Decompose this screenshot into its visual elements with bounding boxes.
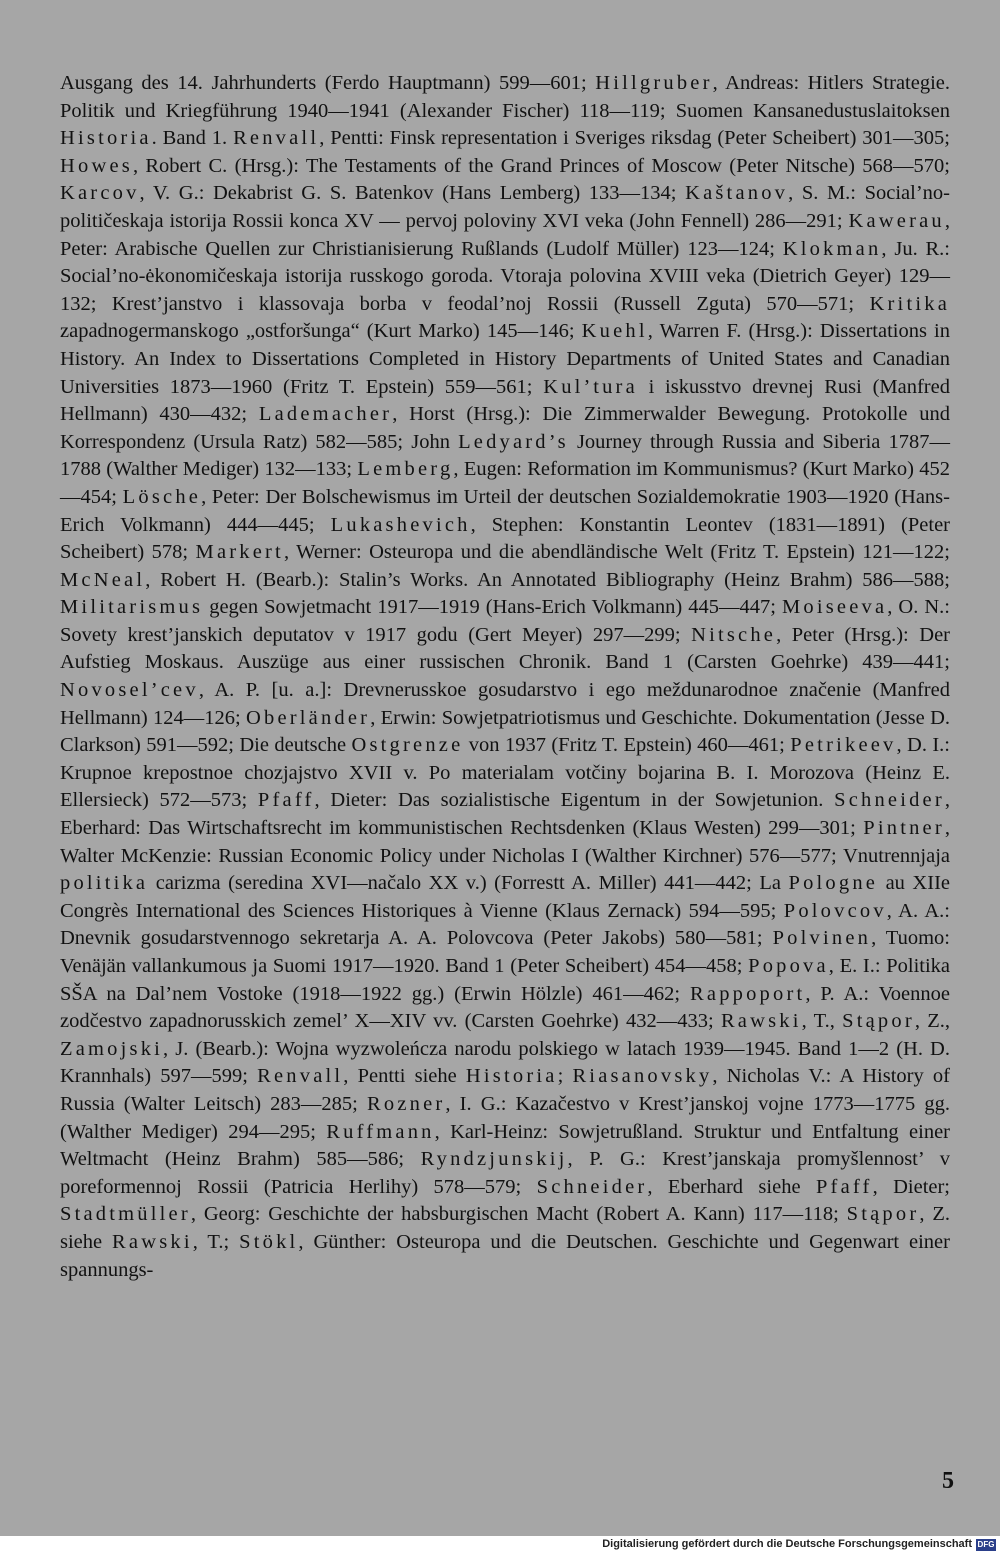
index-entry-name: Howes <box>60 154 133 177</box>
index-text-run: , E. I.: Politika SŠA na Dal’nem Vostoke (1918—1922 gg.) (Erwin Hölzle) 461—462; <box>60 955 951 1005</box>
index-entry-name: Kuehl <box>581 320 648 343</box>
index-entry-name: politika <box>60 872 149 895</box>
index-entry-name: Zamojski <box>60 1037 164 1060</box>
index-entry-name: Renvall <box>233 127 320 150</box>
footer-note: Digitalisierung gefördert durch die Deutsche Forschungsgemeinschaft <box>602 1538 972 1550</box>
index-text-run: , Ju. R.: Social’no-ėkonomičeskaja istorija russkogo goroda. Vtoraja polovina XVIII veka (Dietrich Geyer) 129—132; Krest’janstvo i klassovaja borba v feodal’noj Rossii (Russell Zguta) 570—571; <box>60 237 950 315</box>
page-number: 5 <box>942 1468 954 1494</box>
index-entry-name: Pfaff <box>815 1175 873 1198</box>
index-text-run: , Karl-Heinz: Sowjetrußland. Struktur und Entfaltung einer Weltmacht (Heinz Brahm) 585—586; <box>60 1120 951 1171</box>
index-text-run: , Peter: Der Bolschewismus im Urteil der deutschen Sozialdemokratie 1903—1920 (Hans-Erich Volkmann) 444—445; <box>60 485 950 536</box>
index-text-run: , Günther: Osteuropa und die Deutschen. Geschichte und Gegenwart einer spannungs- <box>60 1230 950 1281</box>
index-entry-name: Rawski <box>720 1010 802 1033</box>
index-entry-name: Historia <box>465 1065 558 1088</box>
index-text-run: , Peter: Arabische Quellen zur Christianisierung Rußlands (Ludolf Müller) 123—124; <box>60 209 950 260</box>
index-text-run: , O. N.: Sovety krest’janskich deputatov v 1917 godu (Gert Meyer) 297—299; <box>60 596 950 646</box>
index-entry-name: Historia <box>60 127 152 150</box>
index-text-run: , S. M.: Social’no-političeskaja istorija Rossii konca XV — pervoj poloviny XVI veka (John Fennell) 286—291; <box>60 182 950 232</box>
index-entry-name: Militarismus <box>60 596 204 619</box>
index-text-run: , T.; <box>192 1230 240 1253</box>
index-entry-name: Stąpor <box>842 1010 915 1033</box>
index-text-run: , V. G.: Dekabrist G. S. Batenkov (Hans Lemberg) 133—134; <box>139 182 686 205</box>
index-body-text <box>60 70 950 1284</box>
index-text-run: , T., <box>801 1010 843 1033</box>
index-text-run: , Pentti: Finsk representation i Sveriges riksdag (Peter Scheibert) 301—305; <box>319 127 950 150</box>
index-text-run: von 1937 (Fritz T. Epstein) 460—461; <box>463 734 791 757</box>
index-text-run: , I. G.: Kazačestvo v Krest’janskoj vojne 1773—1775 gg. (Walther Mediger) 294—295; <box>60 1092 951 1143</box>
index-entry-name: Rappoport <box>690 982 806 1005</box>
index-text-run: , Eberhard: Das Wirtschaftsrecht im kommunistischen Rechtsdenken (Klaus Westen) 299—301; <box>60 789 951 840</box>
index-entry-name: Ledyard’s <box>458 430 569 453</box>
index-text-run: , Dieter; <box>872 1175 951 1198</box>
index-entry-name: Stadtmüller <box>60 1203 191 1226</box>
index-entry-name: Markert <box>195 541 284 564</box>
index-text-run: , Eberhard siehe <box>647 1175 816 1198</box>
index-text-run: , Stephen: Konstantin Leontev (1831—1891) (Peter Scheibert) 578; <box>60 513 950 564</box>
index-text-run: , Peter (Hrsg.): Der Aufstieg Moskaus. Auszüge aus einer russischen Chronik. Band 1 (Carsten Goehrke) 439—441; <box>60 623 950 674</box>
index-entry-name: Pintner <box>863 817 945 840</box>
index-entry-name: Kul’tura <box>543 375 638 398</box>
index-text-run: , Nicholas V.: A History of Russia (Walter Leitsch) 283—285; <box>60 1065 951 1115</box>
index-text-run: , Werner: Osteuropa und die abendländische Welt (Fritz T. Epstein) 121—122; <box>283 541 950 564</box>
index-text-run: , Erwin: Sowjetpatriotismus und Geschichte. Dokumentation (Jesse D. Clarkson) 591—592; Die deutsche <box>60 706 950 757</box>
index-entry-name: Lademacher <box>258 403 393 426</box>
index-text-run: , Tuomo: Venäjän vallankumous ja Suomi 1917—1920. Band 1 (Peter Scheibert) 454—458; <box>60 927 950 977</box>
index-entry-name: Nitsche <box>691 623 777 646</box>
index-entry-name: Hillgruber <box>595 72 713 94</box>
dfg-logo: DFG <box>977 1540 995 1549</box>
index-entry-name: Petrikeev <box>790 734 897 757</box>
index-entry-name: Schneider <box>536 1175 648 1198</box>
index-text-run: ; <box>557 1065 573 1088</box>
index-entry-name: Pfaff <box>257 789 315 812</box>
index-entry-name: Oberländer <box>246 706 371 729</box>
index-text-run: , Robert C. (Hrsg.): The Testaments of the Grand Princes of Moscow (Peter Nitsche) 568—570; <box>132 154 950 177</box>
index-entry-name: Polvinen <box>772 927 872 950</box>
index-entry-name: Schneider <box>834 789 945 812</box>
index-entry-name: Kaštanov <box>685 182 789 205</box>
index-entry-name: Stökl <box>239 1230 299 1253</box>
index-text-run: , Andreas: Hitlers Strategie. Politik und Kriegführung 1940—1941 (Alexander Fischer) 118—119; Suomen Kansanedustuslaitoksen <box>60 72 951 122</box>
index-text-run: , A. P. [u. a.]: Drevnerusskoe gosudarstvo i ego meždunarodnoe značenie (Manfred Hellmann) 124—126; <box>60 679 950 729</box>
index-entry-name: Ruffmann <box>326 1120 435 1143</box>
index-text-run: , Dieter: Das sozialistische Eigentum in der Sowjetunion. <box>314 789 835 812</box>
index-entry-name: McNeal <box>60 568 146 591</box>
index-entry-name: Lemberg <box>357 458 454 481</box>
index-text-run: , D. I.: Krupnoe krepostnoe chozjajstvo XVII v. Po materialam votčiny bojarina B. I. Morozova (Heinz E. Ellersieck) 572—573; <box>60 734 951 812</box>
index-entry-name: Novosel’cev <box>60 679 199 702</box>
index-text-run: zapadnogermanskogo „ostforšunga“ (Kurt Marko) 145—146; <box>60 320 582 343</box>
index-text-run: , Z., <box>914 1010 950 1033</box>
index-entry-name: Kritika <box>869 292 950 315</box>
index-entry-name: Stąpor <box>846 1203 920 1226</box>
index-entry-name: Klokman <box>782 237 882 260</box>
index-text-run: carizma (seredina XVI—načalo XX v.) (Forrestt A. Miller) 441—442; La <box>148 872 789 895</box>
index-text-run: , Pentti siehe <box>343 1065 466 1088</box>
index-entry-name: Riasanovsky <box>572 1065 713 1088</box>
index-entry-name: Moiseeva <box>781 596 888 619</box>
index-text-run: , P. A.: Voennoe zodčestvo zapadnorusskich zemel’ X—XIV vv. (Carsten Goehrke) 432—433; <box>60 982 950 1033</box>
index-text-run: , Robert H. (Bearb.): Stalin’s Works. An Annotated Bibliography (Heinz Brahm) 586—588; <box>145 568 950 591</box>
index-text-run: . Band 1. <box>151 127 234 150</box>
index-text-run: , A. A.: Dnevnik gosudarstvennogo sekretarja A. A. Polovcova (Peter Jakobs) 580—581; <box>60 899 950 950</box>
index-entry-name: Rawski <box>112 1230 193 1253</box>
index-text-run: , Georg: Geschichte der habsburgischen Macht (Robert A. Kann) 117—118; <box>190 1203 847 1226</box>
index-text-run: , J. (Bearb.): Wojna wyzwoleńcza narodu polskiego w latach 1939—1945. Band 1—2 (H. D. Krannhals) 597—599; <box>60 1037 950 1088</box>
index-entry-name: Rozner <box>367 1092 446 1115</box>
index-text-run: Journey through Russia and Siberia 1787—1788 (Walther Mediger) 132—133; <box>60 430 950 481</box>
index-text-run: , Horst (Hrsg.): Die Zimmerwalder Bewegung. Protokolle und Korrespondenz (Ursula Ratz) 582—585; John <box>60 403 950 453</box>
index-entry-name: Kawerau <box>848 209 945 232</box>
index-entry-name: Ryndzjunskij <box>420 1148 568 1171</box>
index-text-run: i iskusstvo drevnej Rusi (Manfred Hellmann) 430—432; <box>60 375 950 426</box>
index-text-run: gegen Sowjetmacht 1917—1919 (Hans-Erich Volkmann) 445—447; <box>203 596 782 619</box>
index-entry-name: Polovcov <box>783 899 887 922</box>
index-entry-name: Lukashevich <box>330 513 471 536</box>
index-entry-name: Renvall <box>257 1065 344 1088</box>
digitization-footer <box>0 1536 1000 1554</box>
index-entry-name: Lösche <box>122 485 202 508</box>
index-text-run: Ausgang des 14. Jahrhunderts (Ferdo Hauptmann) 599—601; <box>60 72 596 94</box>
index-text-run: , Z. siehe <box>60 1203 950 1253</box>
index-text-run: , Warren F. (Hrsg.): Dissertations in History. An Index to Dissertations Completed in History Departments of United States and Canadian Universities 1873—1960 (Fritz T. Epstein) 559—561; <box>60 320 950 398</box>
index-entry-name: Popova <box>748 955 829 977</box>
index-entry-name: Ostgrenze <box>351 734 464 757</box>
index-entry-name: Pologne <box>788 872 879 895</box>
index-text-run: , Walter McKenzie: Russian Economic Policy under Nicholas I (Walther Kirchner) 576—577; Vnutrennjaja <box>60 817 950 867</box>
index-text-run: , P. G.: Krest’janskaja promyšlennost’ v poreformennoj Rossii (Patricia Herlihy) 578—579; <box>60 1148 950 1198</box>
index-text-run: au XIIe Congrès International des Sciences Historiques à Vienne (Klaus Zernack) 594—595; <box>60 872 950 922</box>
index-entry-name: Karcov <box>60 182 140 205</box>
index-text-run: , Eugen: Reformation im Kommunismus? (Kurt Marko) 452—454; <box>60 458 951 508</box>
